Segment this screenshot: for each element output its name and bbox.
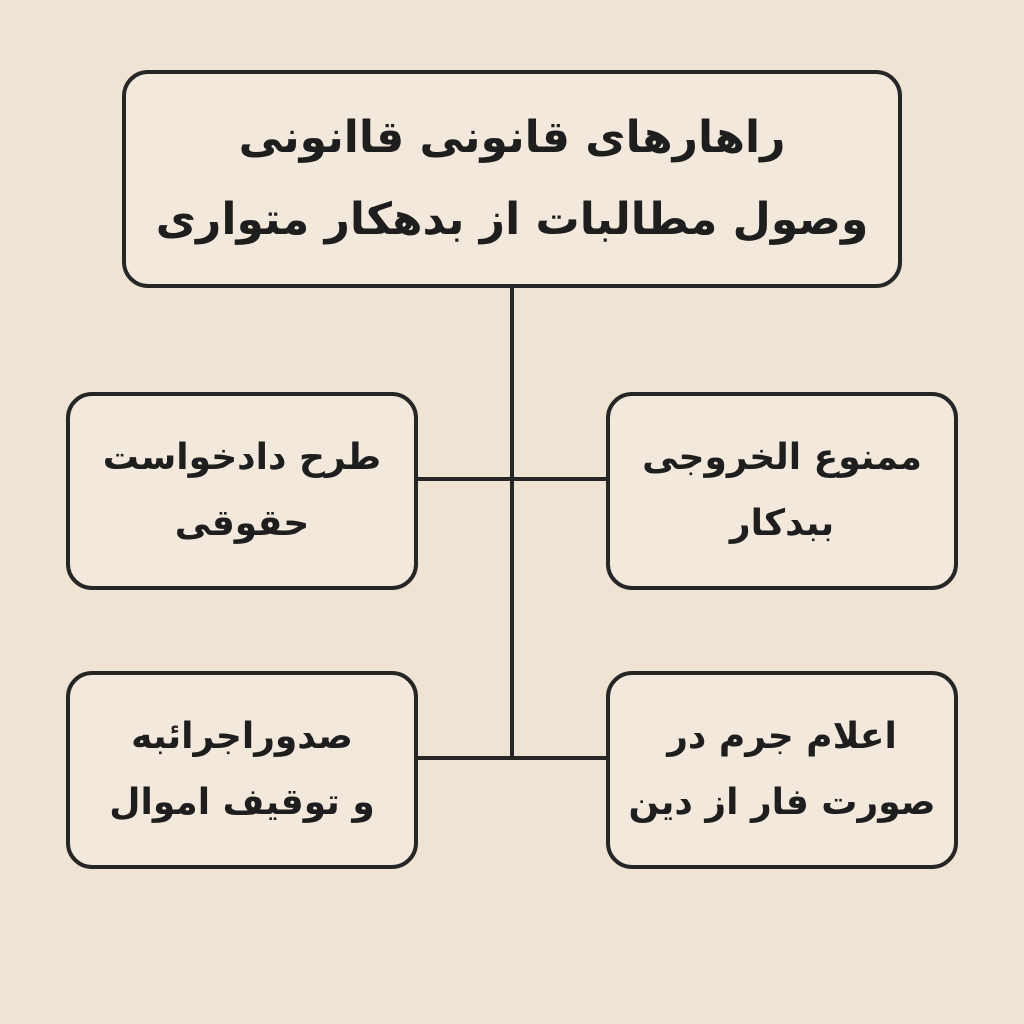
node-criminal-complaint-line-1: اعلام جرم در [667, 716, 897, 757]
node-enforcement-seizure-label [109, 704, 374, 836]
node-travel-ban [606, 392, 958, 590]
node-enforcement-seizure-line-1: صدوراجرائبه [131, 716, 353, 757]
node-criminal-complaint [606, 671, 958, 869]
node-civil-lawsuit-label [103, 425, 381, 557]
node-enforcement-seizure-line-2: و توقیف اموال [109, 782, 375, 823]
root-node-line-2: وصول مطالبات از بدهکار متواری [155, 194, 869, 245]
node-travel-ban-label [642, 425, 922, 557]
node-criminal-complaint-line-2: صورت فار از دین [628, 782, 936, 823]
node-criminal-complaint-label [628, 704, 935, 836]
node-enforcement-seizure [66, 671, 418, 869]
node-civil-lawsuit [66, 392, 418, 590]
root-node-line-1: راهارهای قانونی قاانونی [238, 112, 786, 163]
root-node [122, 70, 902, 288]
node-travel-ban-line-2: ببدکار [729, 503, 835, 544]
root-node-label [156, 97, 869, 261]
node-civil-lawsuit-line-1: طرح دادخواست [102, 437, 382, 478]
node-travel-ban-line-1: ممنوع الخروجی [642, 437, 922, 478]
node-civil-lawsuit-line-2: حقوقی [174, 503, 310, 544]
